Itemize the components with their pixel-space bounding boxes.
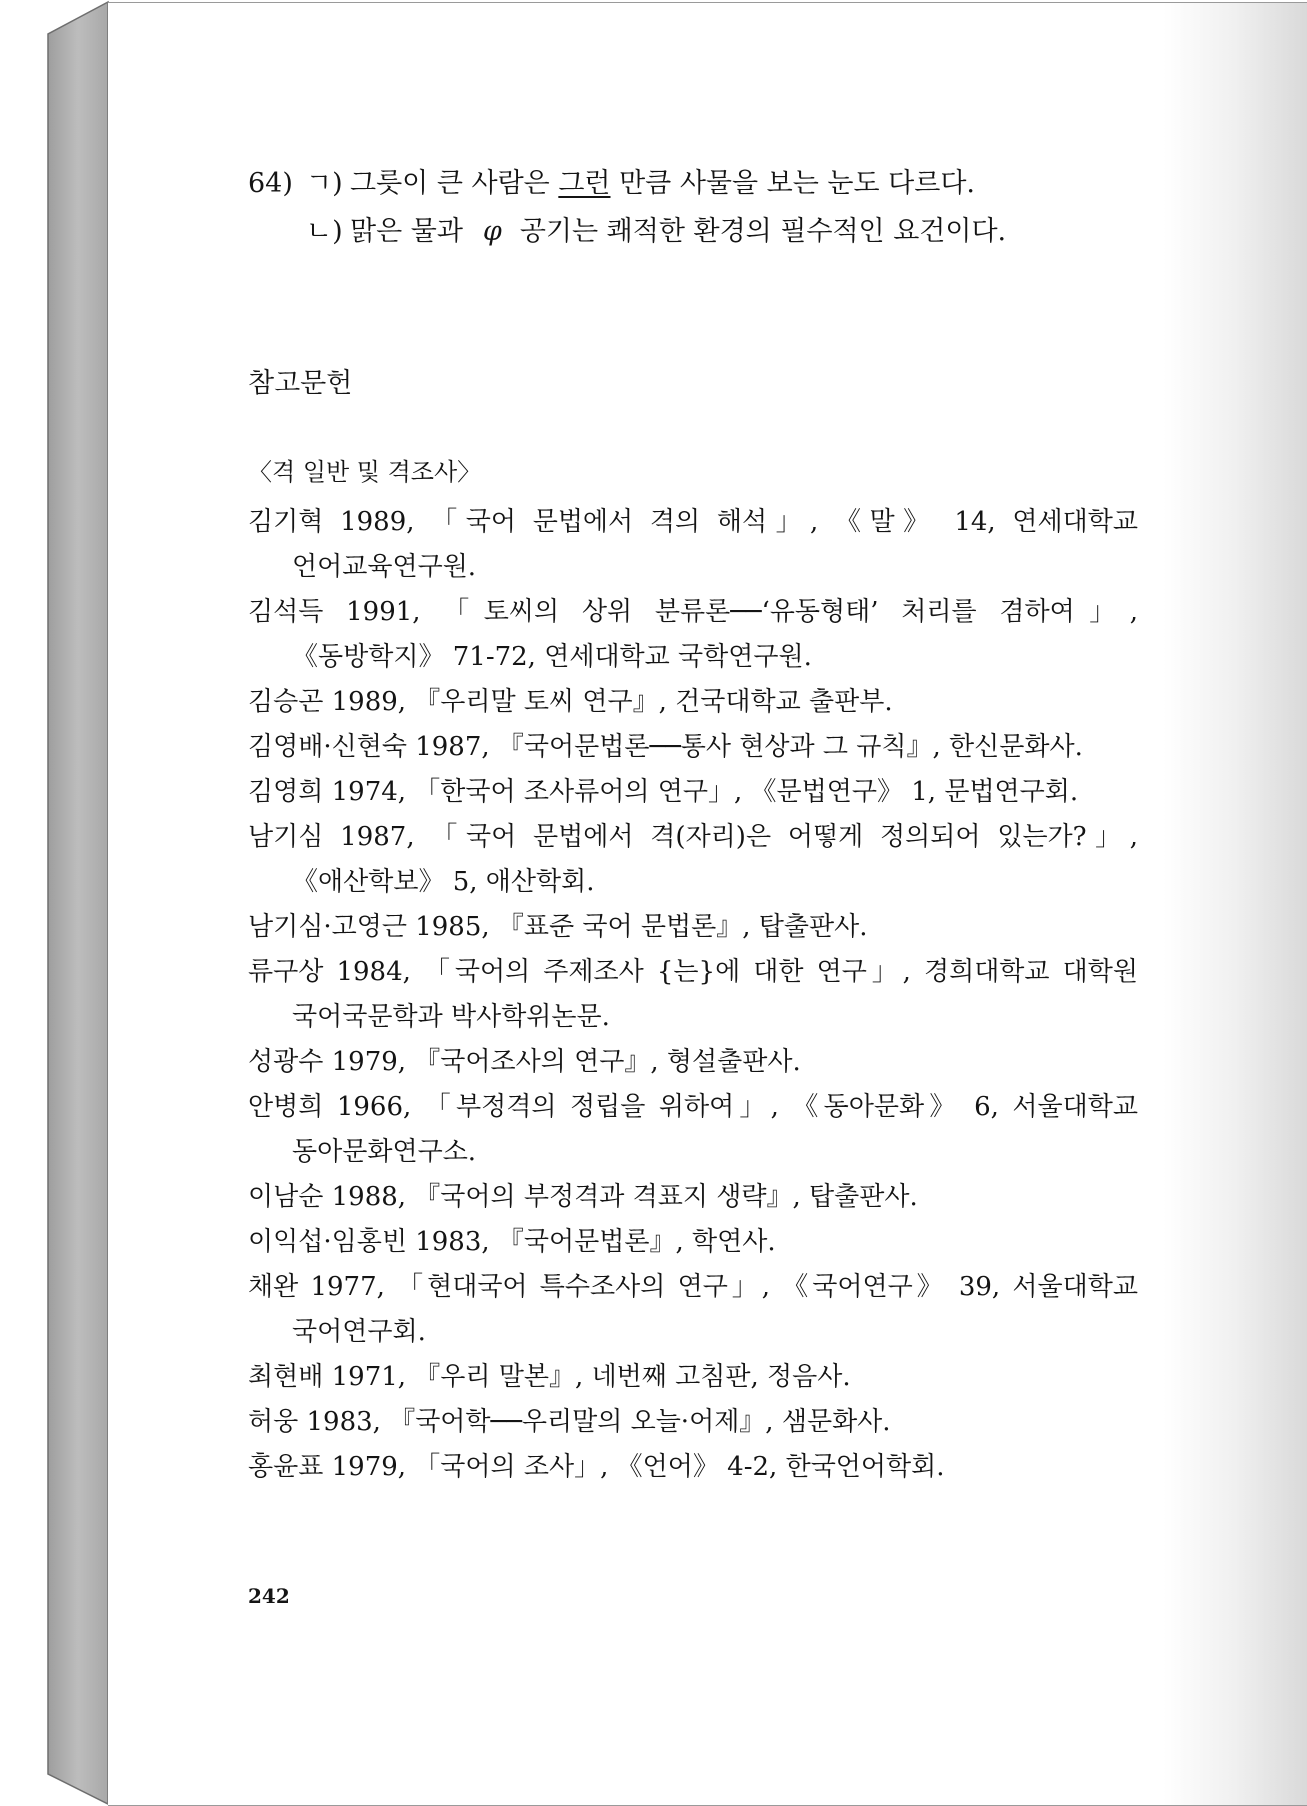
reference-entry: 김기혁 1989, 「국어 문법에서 격의 해석」, 《말》 14, 연세대학교 언어교육연구원. xyxy=(248,507,1138,582)
empty-symbol: φ xyxy=(482,216,502,247)
reference-entry: 남기심·고영근 1985, 『표준 국어 문법론』, 탑출판사. xyxy=(248,912,868,942)
reference-entry: 최현배 1971, 『우리 말본』, 네번째 고침판, 정음사. xyxy=(248,1362,851,1392)
reference-entry: 이남순 1988, 『국어의 부정격과 격표지 생략』, 탑출판사. xyxy=(248,1182,918,1212)
page-number: 242 xyxy=(248,1584,290,1608)
reference-entry: 남기심 1987, 「국어 문법에서 격(자리)은 어떻게 정의되어 있는가?」, 《애산학보》 5, 애산학회. xyxy=(248,822,1138,897)
example-line-2 xyxy=(248,208,1138,256)
example-text: 만큼 사물을 보는 눈도 다르다. xyxy=(610,168,975,199)
example-mark: ㄴ) xyxy=(306,216,343,247)
reference-entry: 성광수 1979, 『국어조사의 연구』, 형설출판사. xyxy=(248,1047,801,1077)
example-text: 공기는 쾌적한 환경의 필수적인 요건이다. xyxy=(519,216,1007,247)
example-number: 64) xyxy=(248,168,293,199)
reference-entry: 김영희 1974, 「한국어 조사류어의 연구」, 《문법연구》 1, 문법연구회. xyxy=(248,777,1079,807)
page-content xyxy=(248,160,1138,1490)
reference-entry: 김승곤 1989, 『우리말 토씨 연구』, 건국대학교 출판부. xyxy=(248,687,893,717)
example-text: 그릇이 큰 사람은 xyxy=(350,168,559,199)
reference-list xyxy=(248,500,1138,1490)
reference-entry: 허웅 1983, 『국어학──우리말의 오늘·어제』, 샘문화사. xyxy=(248,1407,891,1437)
reference-entry: 이익섭·임홍빈 1983, 『국어문법론』, 학연사. xyxy=(248,1227,776,1257)
reference-entry: 안병희 1966, 「부정격의 정립을 위하여」, 《동아문화》 6, 서울대학교 동아문화연구소. xyxy=(248,1092,1138,1167)
example-line-1 xyxy=(248,160,1138,208)
reference-entry: 김석득 1991, 「토씨의 상위 분류론──‘유동형태’ 처리를 겸하여」, 《동방학지》 71-72, 연세대학교 국학연구원. xyxy=(248,597,1138,672)
example-mark: ㄱ) xyxy=(306,168,343,199)
reference-entry: 류구상 1984, 「국어의 주제조사 {는}에 대한 연구」, 경희대학교 대학원 국어국문학과 박사학위논문. xyxy=(248,957,1138,1032)
reference-entry: 김영배·신현숙 1987, 『국어문법론──통사 현상과 그 규칙』, 한신문화사. xyxy=(248,732,1083,762)
example-text: 맑은 물과 xyxy=(350,216,463,247)
reference-entry: 채완 1977, 「현대국어 특수조사의 연구」, 《국어연구》 39, 서울대학교 국어연구회. xyxy=(248,1272,1138,1347)
example-underlined-word: 그런 xyxy=(558,168,611,199)
subsection-heading: 〈격 일반 및 격조사〉 xyxy=(248,458,482,486)
reference-entry: 홍윤표 1979, 「국어의 조사」, 《언어》 4-2, 한국언어학회. xyxy=(248,1452,945,1482)
section-heading: 참고문헌 xyxy=(248,368,353,399)
